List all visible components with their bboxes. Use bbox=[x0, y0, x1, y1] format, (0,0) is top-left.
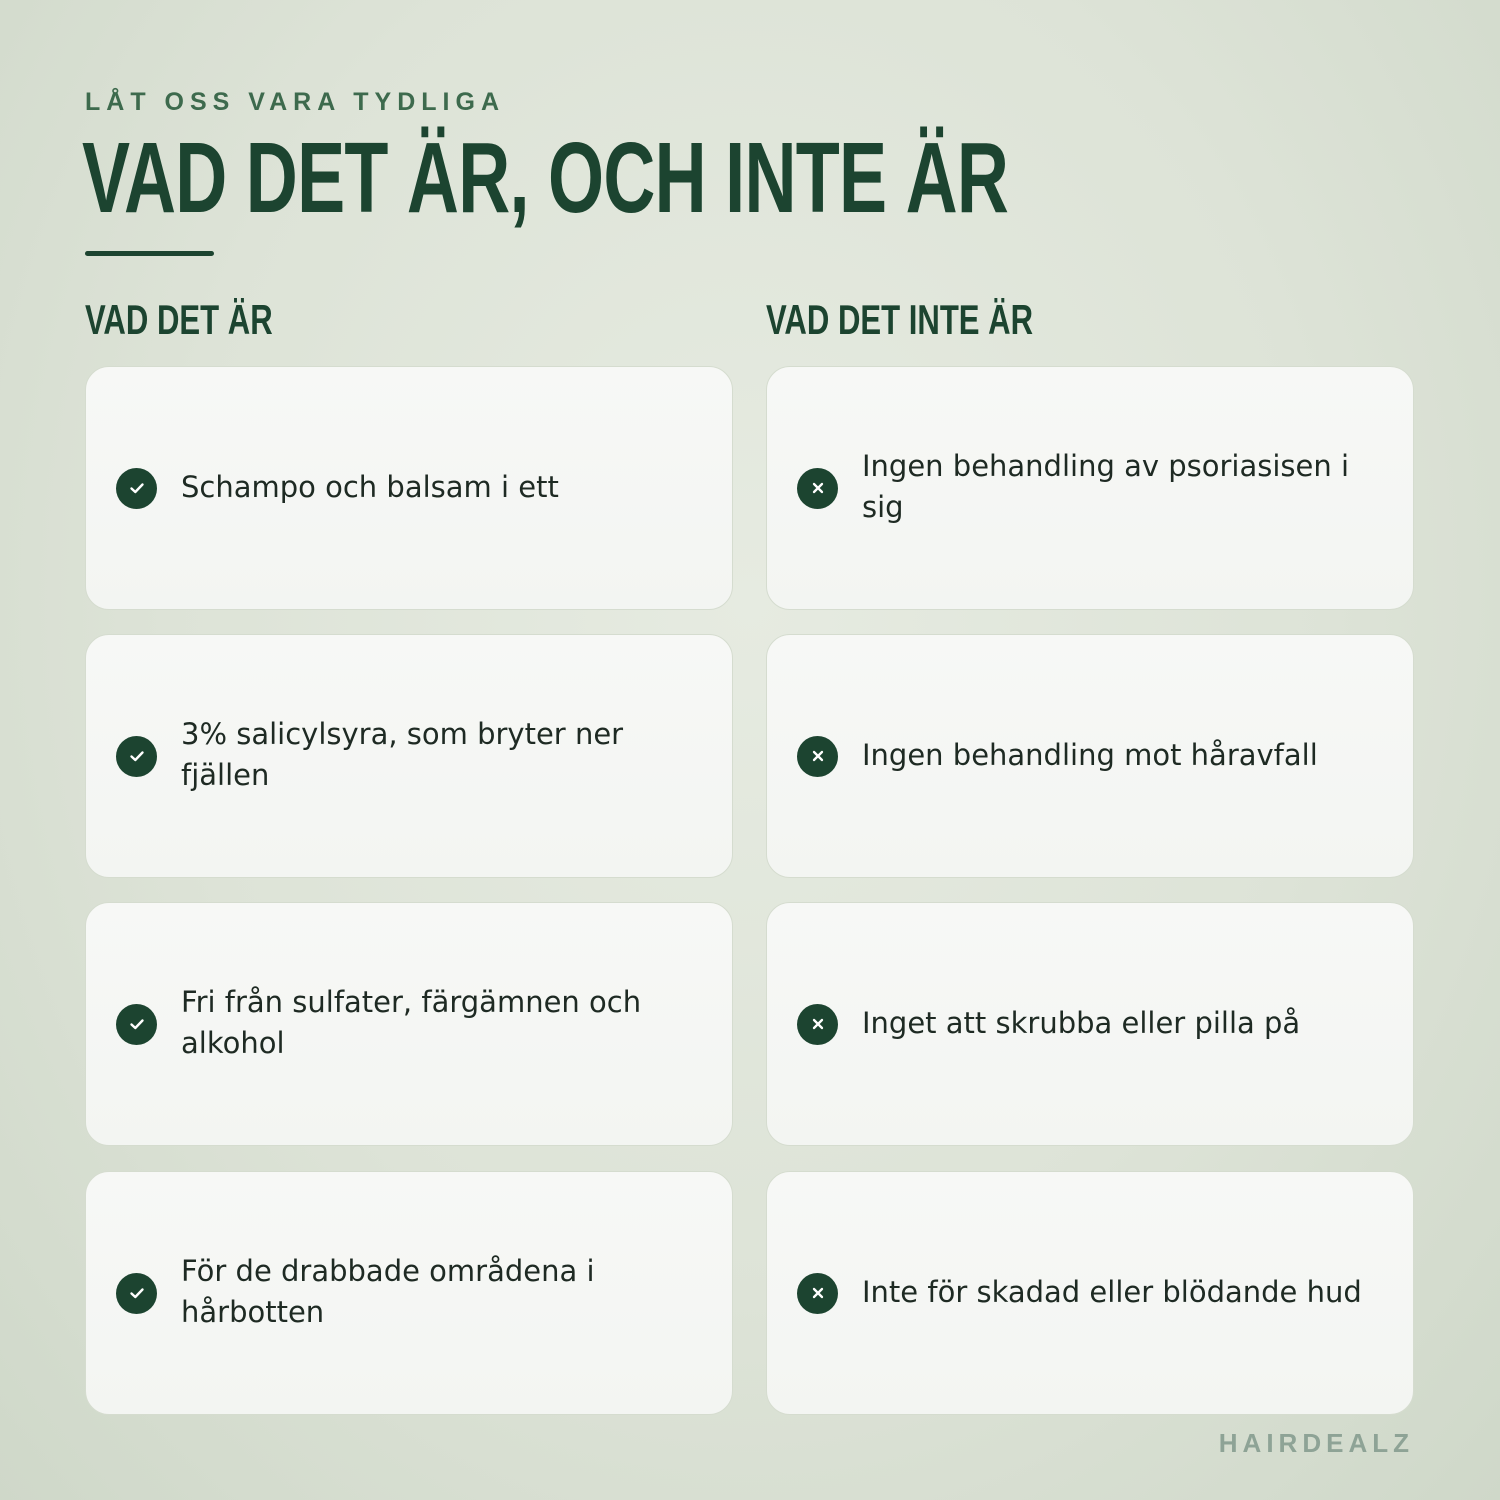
is-card-1-text: Schampo och balsam i ett bbox=[181, 469, 559, 504]
x-icon bbox=[797, 468, 838, 509]
is-card-4 bbox=[85, 1171, 733, 1415]
is-not-card-3 bbox=[766, 902, 1414, 1146]
x-icon bbox=[797, 1273, 838, 1314]
is-card-2-text: 3% salicylsyra, som bryter ner fjällen bbox=[181, 717, 624, 792]
is-not-card-1 bbox=[766, 366, 1414, 610]
is-not-card-1-text: Ingen behandling av psoriasisen i sig bbox=[862, 449, 1350, 524]
title-underline bbox=[85, 251, 214, 256]
check-icon bbox=[116, 736, 157, 777]
is-card-3-text: Fri från sulfater, färgämnen och alkohol bbox=[181, 985, 642, 1060]
is-not-card-2 bbox=[766, 634, 1414, 878]
brand-logo: HAIRDEALZ bbox=[1218, 1428, 1414, 1458]
eyebrow-label: LÅT OSS VARA TYDLIGA bbox=[85, 88, 505, 116]
column-heading-is-not: VAD DET INTE ÄR bbox=[766, 296, 1034, 343]
check-icon bbox=[116, 1004, 157, 1045]
is-card-4-text: För de drabbade områdena i hårbotten bbox=[181, 1254, 595, 1329]
is-card-2 bbox=[85, 634, 733, 878]
is-card-3 bbox=[85, 902, 733, 1146]
check-icon bbox=[116, 1273, 157, 1314]
is-not-card-2-text: Ingen behandling mot håravfall bbox=[862, 737, 1318, 772]
is-not-card-4 bbox=[766, 1171, 1414, 1415]
page-title: VAD DET ÄR, OCH INTE ÄR bbox=[82, 122, 1009, 234]
x-icon bbox=[797, 736, 838, 777]
is-card-1 bbox=[85, 366, 733, 610]
column-heading-is: VAD DET ÄR bbox=[85, 296, 273, 343]
is-not-card-4-text: Inte för skadad eller blödande hud bbox=[862, 1274, 1362, 1309]
x-icon bbox=[797, 1004, 838, 1045]
is-not-card-3-text: Inget att skrubba eller pilla på bbox=[862, 1005, 1301, 1040]
check-icon bbox=[116, 468, 157, 509]
